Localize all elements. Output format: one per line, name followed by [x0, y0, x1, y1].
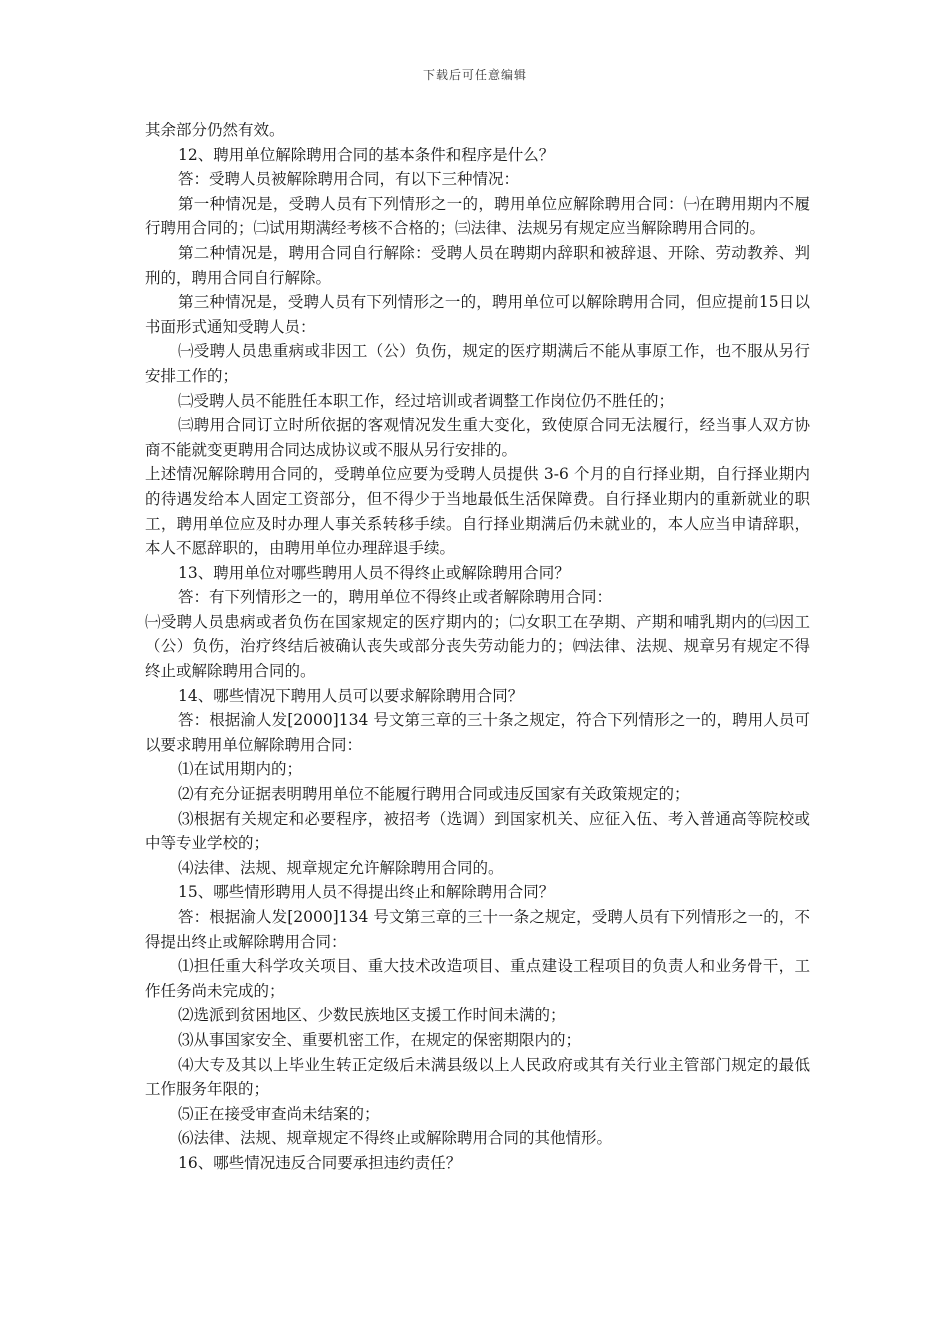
question-heading: 12、聘用单位解除聘用合同的基本条件和程序是什么？ — [178, 145, 555, 164]
list-item: ⑴在试用期内的； — [178, 760, 303, 779]
paragraph: 上述情况解除聘用合同的，受聘单位应要为受聘人员提供 3-6 个月的自行择业期，自行择业期内的待遇发给本人固定工资部分，但不得少于当地最低生活保障费。自行择业期内的重新就业的职工，聘用单位应及时办理人事关系转移手续。自行择业期满后仍未就业的，本人应当申请辞职，本人不愿辞职的，由聘用单位办理辞退手续。 — [145, 465, 810, 558]
paragraph: 第三种情况是，受聘人员有下列情形之一的，聘用单位可以解除聘用合同，但应提前15日以书面形式通知受聘人员： — [145, 293, 810, 336]
list-item: ⑴担任重大科学攻关项目、重大技术改造项目、重点建设工程项目的负责人和业务骨干，工作任务尚未完成的； — [145, 957, 810, 1000]
list-item: ⑶从事国家安全、重要机密工作，在规定的保密期限内的； — [178, 1030, 582, 1049]
list-item: ⑷大专及其以上毕业生转正定级后未满县级以上人民政府或其有关行业主管部门规定的最低工作服务年限的； — [145, 1055, 810, 1099]
paragraph: 答：根据渝人发[2000]134 号文第三章的三十条之规定，符合下列情形之一的，聘用人员可以要求聘用单位解除聘用合同： — [145, 711, 810, 754]
paragraph: ㈠受聘人员患病或者负伤在国家规定的医疗期内的；㈡女职工在孕期、产期和哺乳期内的㈢因工（公）负伤，治疗终结后被确认丧失或部分丧失劳动能力的；㈣法律、法规、规章另有规定不得终止或解除聘用合同的。 — [145, 612, 810, 681]
paragraph: 第一种情况是，受聘人员有下列情形之一的，聘用单位应解除聘用合同：㈠在聘用期内不履行聘用合同的；㈡试用期满经考核不合格的；㈢法律、法规另有规定应当解除聘用合同的。 — [145, 194, 810, 238]
paragraph: 其余部分仍然有效。 — [145, 121, 285, 139]
list-item: ⑷法律、法规、规章规定允许解除聘用合同的。 — [178, 858, 504, 877]
list-item: ⑸正在接受审查尚未结案的； — [178, 1104, 380, 1123]
paragraph: 答：根据渝人发[2000]134 号文第三章的三十一条之规定，受聘人员有下列情形之一的，不得提出终止或解除聘用合同： — [145, 908, 810, 951]
paragraph: 第二种情况是，聘用合同自行解除：受聘人员在聘期内辞职和被辞退、开除、劳动教养、判刑的，聘用合同自行解除。 — [145, 243, 810, 287]
list-item: ㈠受聘人员患重病或非因工（公）负伤，规定的医疗期满后不能从事原工作，也不服从另行安排工作的； — [145, 342, 810, 385]
list-item: ㈢聘用合同订立时所依据的客观情况发生重大变化，致使原合同无法履行，经当事人双方协商不能就变更聘用合同达成协议或不服从另行安排的。 — [145, 416, 810, 459]
document-body — [145, 118, 810, 1176]
paragraph: 答：受聘人员被解除聘用合同，有以下三种情况： — [178, 170, 520, 189]
list-item: ㈡受聘人员不能胜任本职工作，经过培训或者调整工作岗位仍不胜任的； — [178, 391, 675, 410]
page-header: 下载后可任意编辑 — [422, 68, 527, 82]
list-item: ⑹法律、法规、规章规定不得终止或解除聘用合同的其他情形。 — [178, 1129, 613, 1148]
question-heading: 13、聘用单位对哪些聘用人员不得终止或解除聘用合同？ — [178, 563, 570, 582]
list-item: ⑵有充分证据表明聘用单位不能履行聘用合同或违反国家有关政策规定的； — [178, 785, 690, 804]
question-heading: 14、哪些情况下聘用人员可以要求解除聘用合同？ — [178, 686, 524, 705]
list-item: ⑶根据有关规定和必要程序，被招考（选调）到国家机关、应征入伍、考入普通高等院校或中等专业学校的； — [145, 809, 810, 853]
question-heading: 16、哪些情况违反合同要承担违约责任？ — [178, 1153, 462, 1172]
paragraph: 答：有下列情形之一的，聘用单位不得终止或者解除聘用合同： — [178, 588, 613, 607]
list-item: ⑵选派到贫困地区、少数民族地区支援工作时间未满的； — [178, 1006, 566, 1025]
question-heading: 15、哪些情形聘用人员不得提出终止和解除聘用合同？ — [178, 883, 555, 902]
